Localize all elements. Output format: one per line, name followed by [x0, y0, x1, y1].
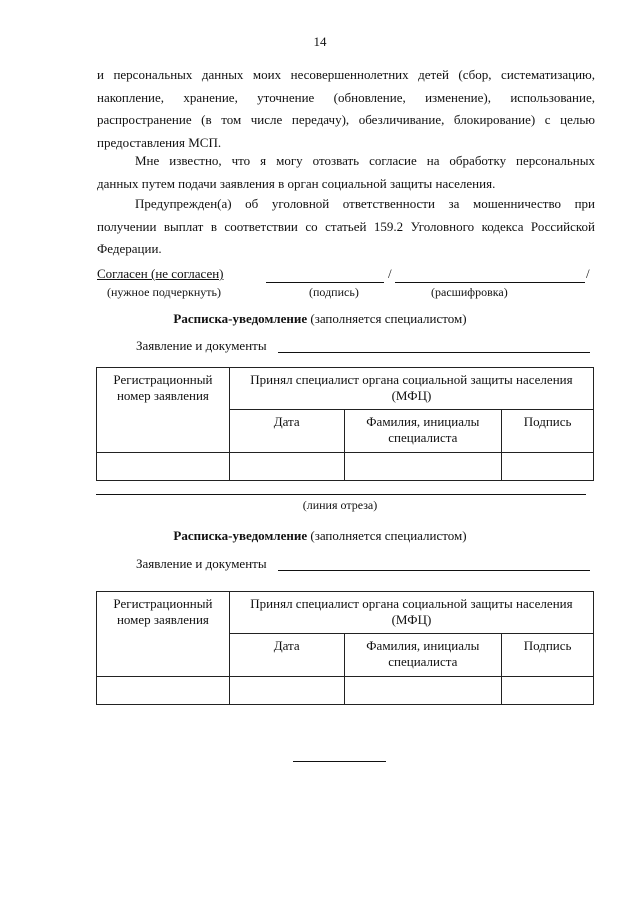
- text-line: Мне известно, что я могу отозвать согласие на обработку персональных: [135, 153, 595, 168]
- text-line: предоставления МСП.: [97, 134, 222, 150]
- cell-name[interactable]: [344, 453, 502, 481]
- cell-sign[interactable]: [502, 453, 594, 481]
- docs-field-line: [278, 570, 590, 571]
- cell-reg-number[interactable]: [97, 453, 230, 481]
- cell-date[interactable]: [229, 677, 344, 705]
- hint-underline: (нужное подчеркнуть): [107, 285, 221, 299]
- header-accepted-by: Принял специалист органа социальной защиты населения (МФЦ): [229, 592, 593, 634]
- cell-sign[interactable]: [502, 677, 594, 705]
- decoding-field-line: [395, 282, 585, 283]
- cut-line-label: (линия отреза): [302, 498, 378, 512]
- receipt-title-note: (заполняется специалистом): [307, 311, 467, 326]
- header-date: Дата: [229, 634, 344, 677]
- header-sign: Подпись: [502, 410, 594, 453]
- paragraph-liability-warning: [97, 193, 595, 261]
- receipt-title: [0, 528, 640, 544]
- text-line: распространение (в том числе передачу), обезличивание, блокирование) с целью: [97, 112, 595, 127]
- cell-date[interactable]: [229, 453, 344, 481]
- header-date: Дата: [229, 410, 344, 453]
- text-line: Предупрежден(а) об уголовной ответственности за мошенничество при: [135, 196, 595, 211]
- text-line: и персональных данных моих несовершеннолетних детей (сбор, систематизацию,: [97, 67, 595, 82]
- header-reg-number: Регистрационный номер заявления: [97, 368, 230, 453]
- text-line: данных путем подачи заявления в орган социальной защиты населения.: [97, 175, 496, 191]
- slash-separator: /: [388, 266, 392, 281]
- paragraph-revoke-consent: [97, 150, 595, 195]
- header-name: Фамилия, инициалы специалиста: [344, 634, 502, 677]
- text-line: получении выплат в соответствии со статьей 159.2 Уголовного кодекса Российской: [97, 218, 595, 234]
- receipt-table: [96, 367, 594, 481]
- docs-label: Заявление и документы: [136, 338, 267, 353]
- hint-decoding: (расшифровка): [431, 285, 508, 299]
- consent-label: Согласен (не согласен): [97, 266, 224, 281]
- header-reg-number: Регистрационный номер заявления: [97, 592, 230, 677]
- page-number: 14: [313, 34, 327, 49]
- docs-label: Заявление и документы: [136, 556, 267, 571]
- header-accepted-by: Принял специалист органа социальной защиты населения (МФЦ): [229, 368, 593, 410]
- receipt-table: [96, 591, 594, 705]
- closing-rule: [293, 761, 386, 762]
- text-line: накопление, хранение, уточнение (обновление, изменение), использование,: [97, 89, 595, 105]
- hint-signature: (подпись): [309, 285, 359, 299]
- receipt-title-bold: Расписка-уведомление: [173, 311, 308, 326]
- header-name: Фамилия, инициалы специалиста: [344, 410, 502, 453]
- paragraph-consent-scope: [97, 64, 595, 154]
- cell-reg-number[interactable]: [97, 677, 230, 705]
- slash-separator: /: [586, 266, 590, 281]
- header-sign: Подпись: [502, 634, 594, 677]
- receipt-title-bold: Расписка-уведомление: [173, 528, 308, 543]
- receipt-title: [0, 311, 640, 327]
- receipt-title-note: (заполняется специалистом): [307, 528, 467, 543]
- signature-field-line: [266, 282, 384, 283]
- cell-name[interactable]: [344, 677, 502, 705]
- text-line: Федерации.: [97, 241, 162, 256]
- docs-field-line: [278, 352, 590, 353]
- cut-line: [96, 494, 586, 495]
